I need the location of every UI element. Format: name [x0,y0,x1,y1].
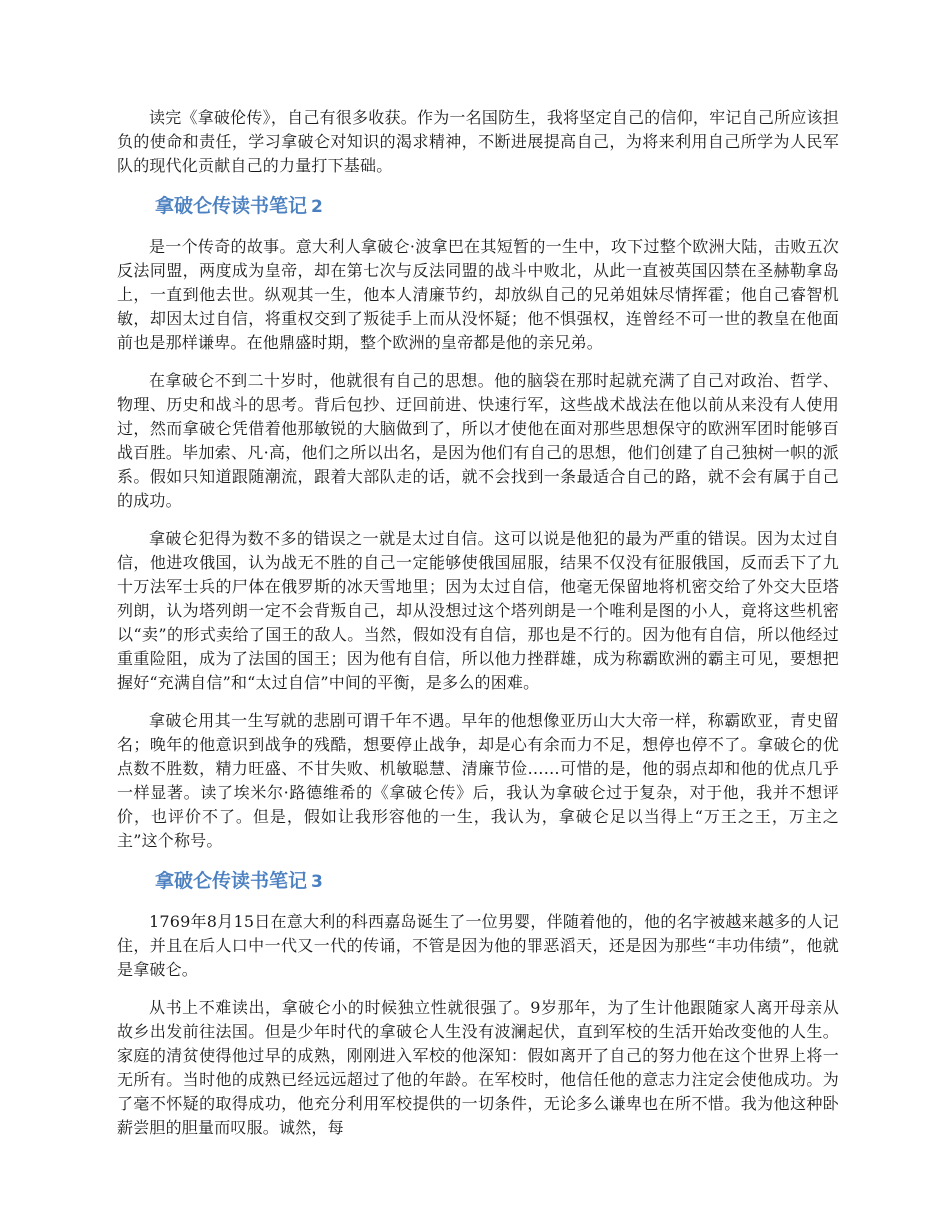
section-2-number: 2 [311,197,323,217]
section-3-title: 拿破仑传读书笔记 [155,870,308,892]
section-3-heading [117,867,839,896]
section-2-paragraph-2: 在拿破仑不到二十岁时，他就很有自己的思想。他的脑袋在那时起就充满了自己对政治、哲学、物理、历史和战斗的思考。背后包抄、迂回前进、快速行军，这些战术战法在他以前从来没有人使用过，然而拿破仑凭借着他那敏锐的大脑做到了，所以才使他在面对那些思想保守的欧洲军团时能够百战百胜。毕加索、凡·高，他们之所以出名，是因为他们有自己的思想，他们创建了自己独树一帜的派系。假如只知道跟随潮流，跟着大部队走的话，就不会找到一条最适合自己的路，就不会有属于自己的成功。 [117,371,839,510]
section-2-heading [117,192,839,221]
section-3-paragraph-1: 1769年8月15日在意大利的科西嘉岛诞生了一位男婴，伴随着他的，他的名字被越来越多的人记住，并且在后人口中一代又一代的传诵，不管是因为他的罪恶滔天，还是因为那些“丰功伟绩”，他就是拿破仑。 [117,912,839,979]
section-2-paragraph-1: 是一个传奇的故事。意大利人拿破仑·波拿巴在其短暂的一生中，攻下过整个欧洲大陆，击败五次反法同盟，两度成为皇帝，却在第七次与反法同盟的战斗中败北，从此一直被英国囚禁在圣赫勒拿岛上，一直到他去世。纵观其一生，他本人清廉节约，却放纵自己的兄弟姐妹尽情挥霍；他自己睿智机敏，却因太过自信，将重权交到了叛徒手上而从没怀疑；他不惧强权，连曾经不可一世的教皇在他面前也是那样谦卑。在他鼎盛时期，整个欧洲的皇帝都是他的亲兄弟。 [117,237,839,352]
section-2-paragraph-3: 拿破仑犯得为数不多的错误之一就是太过自信。这可以说是他犯的最为严重的错误。因为太过自信，他进攻俄国，认为战无不胜的自己一定能够使俄国屈服，结果不仅没有征服俄国，反而丢下了九十万法军士兵的尸体在俄罗斯的冰天雪地里；因为太过自信，他毫无保留地将机密交给了外交大臣塔列朗，认为塔列朗一定不会背叛自己，却从没想过这个塔列朗是一个唯利是图的小人，竟将这些机密以“卖”的形式卖给了国王的敌人。当然，假如没有自信，那也是不行的。因为他有自信，所以他经过重重险阻，成为了法国的国王；因为他有自信，所以他力挫群雄，成为称霸欧洲的霸主可见，要想把握好“充满自信”和“太过自信”中间的平衡，是多么的困难。 [117,529,839,692]
section-3-paragraph-2: 从书上不难读出，拿破仑小的时候独立性就很强了。9岁那年，为了生计他跟随家人离开母亲从故乡出发前往法国。但是少年时代的拿破仑人生没有波澜起伏，直到军校的生活开始改变他的人生。家庭的清贫使得他过早的成熟，刚刚进入军校的他深知：假如离开了自己的努力他在这个世界上将一无所有。当时他的成熟已经远远超过了他的年龄。在军校时，他信任他的意志力注定会使他成功。为了毫不怀疑的取得成功，他充分利用军校提供的一切条件，无论多么谦卑也在所不惜。我为他这种卧薪尝胆的胆量而叹服。诚然，每 [117,998,839,1137]
intro-paragraph: 读完《拿破伦传》，自己有很多收获。作为一名国防生，我将坚定自己的信仰，牢记自己所应该担负的使命和责任，学习拿破仑对知识的渴求精神，不断进展提高自己，为将来利用自己所学为人民军队的现代化贡献自己的力量打下基础。 [117,108,839,175]
document-page [117,106,839,1154]
section-2-paragraph-4: 拿破仑用其一生写就的悲剧可谓千年不遇。早年的他想像亚历山大大帝一样，称霸欧亚，青史留名；晚年的他意识到战争的残酷，想要停止战争，却是心有余而力不足，想停也停不了。拿破仑的优点数不胜数，精力旺盛、不甘失败、机敏聪慧、清廉节俭……可惜的是，他的弱点却和他的优点几乎一样显著。读了埃米尔·路德维希的《拿破仑传》后，我认为拿破仑过于复杂，对于他，我并不想评价，也评价不了。但是，假如让我形容他的一生，我认为，拿破仑足以当得上“万王之王，万主之主”这个称号。 [117,711,839,850]
section-2-title: 拿破仑传读书笔记 [155,195,308,217]
section-3-number: 3 [311,872,323,892]
